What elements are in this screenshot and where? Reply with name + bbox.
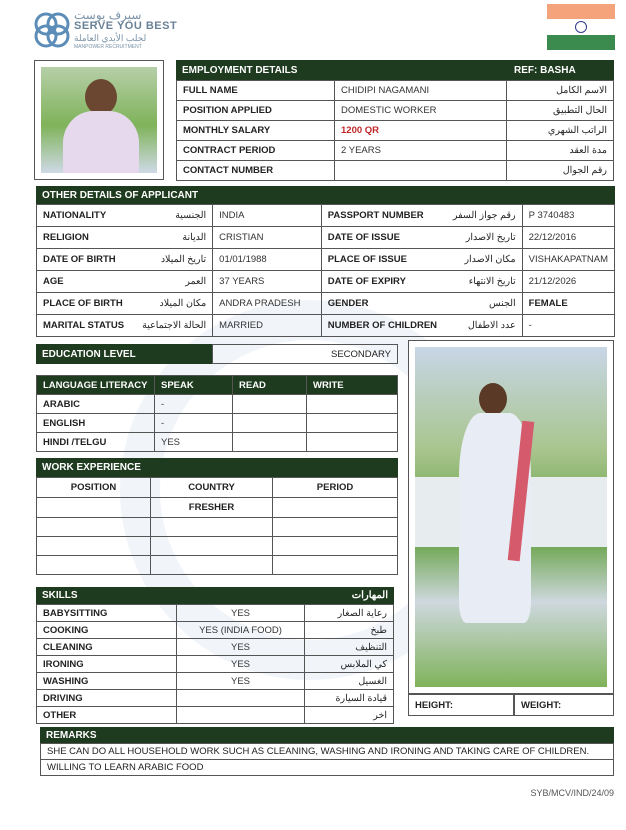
table-row: [37, 315, 615, 337]
logo-arabic: سيرف يوست: [74, 8, 142, 22]
field-label: GENDER: [321, 293, 443, 315]
weight-field: [514, 694, 614, 716]
work-country: [151, 556, 273, 575]
read-value: [233, 414, 307, 433]
field-label-arabic: مكان الميلاد: [130, 293, 213, 315]
logo-tagline: MANPOWER RECRUITMENT: [74, 44, 142, 50]
salary-value: 1200 QR: [335, 121, 507, 141]
portrait-photo: [34, 60, 164, 180]
language-header: LANGUAGE LITERACY: [37, 376, 155, 395]
work-position: [37, 498, 151, 518]
field-label: DATE OF BIRTH: [37, 249, 131, 271]
table-row: [37, 227, 615, 249]
field-label: DATE OF EXPIRY: [321, 271, 443, 293]
skill-value: YES (INDIA FOOD): [177, 622, 305, 639]
work-period: [273, 498, 398, 518]
employment-header-title: EMPLOYMENT DETAILS: [182, 64, 298, 76]
weight-label: WEIGHT:: [521, 699, 562, 711]
remarks-title: REMARKS: [46, 729, 97, 741]
skill-name-arabic: الغسيل: [305, 673, 394, 690]
education-value: [212, 344, 398, 364]
document-code: SYB/MCV/IND/24/09: [530, 788, 614, 798]
speak-value: -: [155, 414, 233, 433]
table-row: [37, 656, 394, 673]
field-label-arabic: الحال التطبيق: [507, 101, 614, 121]
language-table: [36, 375, 398, 452]
field-label-arabic: عدد الاطفال: [443, 315, 522, 337]
field-label: POSITION APPLIED: [177, 101, 335, 121]
field-value: CHIDIPI NAGAMANI: [335, 81, 507, 101]
skill-value: YES: [177, 656, 305, 673]
table-row: [37, 293, 615, 315]
table-row: [177, 81, 614, 101]
ashoka-chakra-icon: [575, 21, 587, 33]
reference-code: REF: BASHA: [514, 64, 576, 76]
education-label-text: EDUCATION LEVEL: [42, 348, 136, 360]
table-row: [177, 121, 614, 141]
skill-name-arabic: اخر: [305, 707, 394, 724]
skill-name: OTHER: [37, 707, 177, 724]
work-position: [37, 537, 151, 556]
skill-name-arabic: قيادة السيارة: [305, 690, 394, 707]
work-position: [37, 518, 151, 537]
field-value: MARRIED: [213, 315, 322, 337]
table-row: [37, 205, 615, 227]
field-value: DOMESTIC WORKER: [335, 101, 507, 121]
work-experience-header: [36, 458, 398, 477]
field-value: 01/01/1988: [213, 249, 322, 271]
work-country: [151, 518, 273, 537]
field-value: 2 YEARS: [335, 141, 507, 161]
table-row: [37, 271, 615, 293]
skill-name-arabic: رعاية الصغار: [305, 605, 394, 622]
skill-value: YES: [177, 605, 305, 622]
skill-name: WASHING: [37, 673, 177, 690]
table-row: [37, 673, 394, 690]
work-period: [273, 537, 398, 556]
write-value: [307, 395, 398, 414]
field-label-arabic: مكان الاصدار: [443, 249, 522, 271]
logo-arabic-sub: لجلب الأيدي العاملة: [74, 33, 147, 43]
field-value: P 3740483: [522, 205, 614, 227]
table-row: [37, 639, 394, 656]
work-country: FRESHER: [151, 498, 273, 518]
remarks-line: [40, 743, 614, 760]
remarks-header: [40, 727, 614, 743]
skill-name: IRONING: [37, 656, 177, 673]
skill-name: COOKING: [37, 622, 177, 639]
field-label: CONTACT NUMBER: [177, 161, 335, 181]
education-label: [36, 344, 212, 364]
remarks-text: WILLING TO LEARN ARABIC FOOD: [47, 762, 204, 773]
read-header: READ: [233, 376, 307, 395]
field-value: 21/12/2026: [522, 271, 614, 293]
language-header-row: [37, 376, 398, 395]
skill-name: DRIVING: [37, 690, 177, 707]
write-value: [307, 433, 398, 452]
language-name: ENGLISH: [37, 414, 155, 433]
language-name: ARABIC: [37, 395, 155, 414]
table-row: [37, 537, 398, 556]
field-label-arabic: الاسم الكامل: [507, 81, 614, 101]
logo-emblem-icon: [32, 10, 72, 50]
work-period: [273, 518, 398, 537]
field-label: CONTRACT PERIOD: [177, 141, 335, 161]
table-row: [37, 556, 398, 575]
other-details-header: [36, 186, 615, 204]
table-row: [177, 101, 614, 121]
logo-brand: SERVE YOU BEST: [74, 20, 178, 32]
skill-value: [177, 707, 305, 724]
table-row: [37, 690, 394, 707]
height-field: [408, 694, 514, 716]
field-label-arabic: الراتب الشهري: [507, 121, 614, 141]
field-label: MARITAL STATUS: [37, 315, 131, 337]
position-column: POSITION: [37, 478, 151, 498]
table-row: [37, 498, 398, 518]
table-row: [37, 433, 398, 452]
employment-header: [176, 60, 614, 80]
field-value: ANDRA PRADESH: [213, 293, 322, 315]
speak-header: SPEAK: [155, 376, 233, 395]
skills-header: [36, 587, 394, 604]
field-value: INDIA: [213, 205, 322, 227]
field-label: PLACE OF BIRTH: [37, 293, 131, 315]
field-label-arabic: الجنس: [443, 293, 522, 315]
skill-name-arabic: كي الملابس: [305, 656, 394, 673]
table-row: [37, 518, 398, 537]
field-label: NUMBER OF CHILDREN: [321, 315, 443, 337]
field-value: 22/12/2016: [522, 227, 614, 249]
field-label-arabic: العمر: [130, 271, 213, 293]
field-label: RELIGION: [37, 227, 131, 249]
skill-name-arabic: التنظيف: [305, 639, 394, 656]
write-header: WRITE: [307, 376, 398, 395]
work-country: [151, 537, 273, 556]
height-label: HEIGHT:: [415, 699, 453, 711]
field-label-arabic: تاريخ الميلاد: [130, 249, 213, 271]
table-row: [37, 249, 615, 271]
field-label: AGE: [37, 271, 131, 293]
field-label-arabic: الجنسية: [130, 205, 213, 227]
speak-value: -: [155, 395, 233, 414]
table-row: [177, 141, 614, 161]
period-column: PERIOD: [273, 478, 398, 498]
work-position: [37, 556, 151, 575]
skill-value: YES: [177, 673, 305, 690]
field-label: DATE OF ISSUE: [321, 227, 443, 249]
field-label: PASSPORT NUMBER: [321, 205, 443, 227]
field-label-arabic: الحالة الاجتماعية: [130, 315, 213, 337]
field-value: VISHAKAPATNAM: [522, 249, 614, 271]
work-experience-title: WORK EXPERIENCE: [42, 462, 141, 473]
field-label: FULL NAME: [177, 81, 335, 101]
skills-table: [36, 604, 394, 724]
country-column: COUNTRY: [151, 478, 273, 498]
table-row: [37, 395, 398, 414]
full-body-photo: [408, 340, 614, 694]
table-row: [37, 605, 394, 622]
education-value-text: SECONDARY: [330, 348, 391, 360]
field-label: NATIONALITY: [37, 205, 131, 227]
skill-name: BABYSITTING: [37, 605, 177, 622]
field-label-arabic: تاريخ الانتهاء: [443, 271, 522, 293]
india-flag: [547, 4, 615, 50]
field-value: -: [522, 315, 614, 337]
field-label-arabic: رقم جواز السفر: [443, 205, 522, 227]
write-value: [307, 414, 398, 433]
work-header-row: [37, 478, 398, 498]
field-value: CRISTIAN: [213, 227, 322, 249]
field-label-arabic: تاريخ الاصدار: [443, 227, 522, 249]
field-label-arabic: الديانة: [130, 227, 213, 249]
skills-title-arabic: المهارات: [351, 590, 388, 601]
skill-value: [177, 690, 305, 707]
field-label-arabic: مدة العقد: [507, 141, 614, 161]
field-value: [335, 161, 507, 181]
read-value: [233, 433, 307, 452]
table-row: [37, 414, 398, 433]
field-value: FEMALE: [522, 293, 614, 315]
field-value: 37 YEARS: [213, 271, 322, 293]
other-details-title: OTHER DETAILS OF APPLICANT: [42, 189, 199, 201]
other-details-table: [36, 204, 615, 337]
read-value: [233, 395, 307, 414]
language-name: HINDI /TELGU: [37, 433, 155, 452]
skill-name-arabic: طبخ: [305, 622, 394, 639]
table-row: [37, 622, 394, 639]
work-experience-table: [36, 477, 398, 575]
field-label-arabic: رقم الجوال: [507, 161, 614, 181]
table-row: [37, 707, 394, 724]
remarks-line: [40, 759, 614, 776]
speak-value: YES: [155, 433, 233, 452]
remarks-text: SHE CAN DO ALL HOUSEHOLD WORK SUCH AS CLEANING, WASHING AND IRONING AND TAKING CARE OF CHILDREN.: [47, 746, 590, 757]
skills-title: SKILLS: [42, 590, 78, 601]
skill-name: CLEANING: [37, 639, 177, 656]
skill-value: YES: [177, 639, 305, 656]
table-row: [177, 161, 614, 181]
work-period: [273, 556, 398, 575]
field-label: PLACE OF ISSUE: [321, 249, 443, 271]
employment-table: [176, 80, 614, 181]
field-label: MONTHLY SALARY: [177, 121, 335, 141]
company-logo: [30, 6, 190, 56]
